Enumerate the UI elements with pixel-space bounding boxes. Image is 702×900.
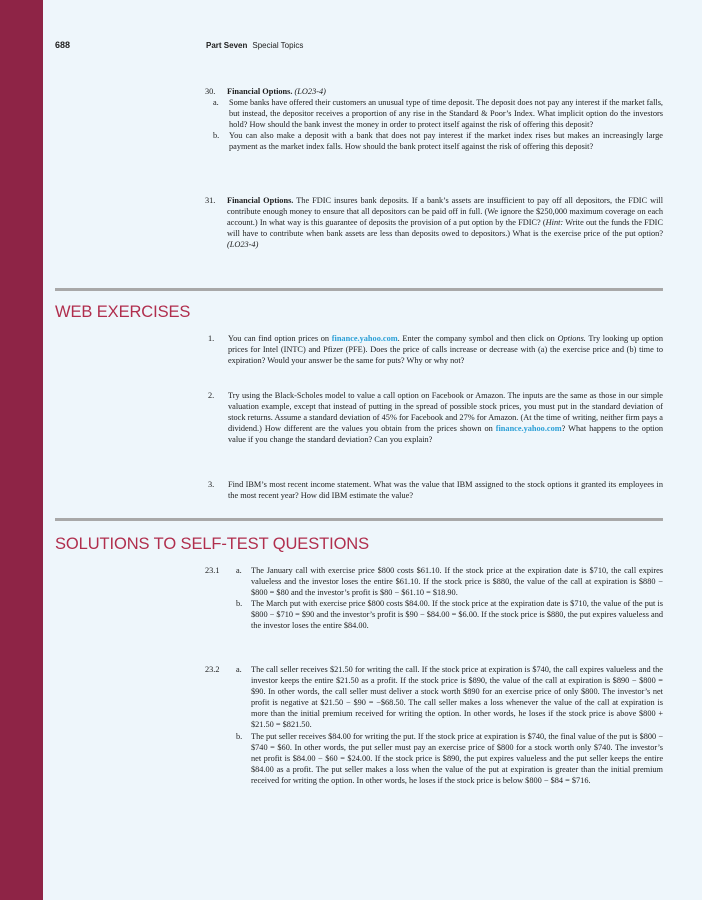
section-divider (55, 518, 663, 521)
finance-yahoo-link[interactable]: finance.yahoo.com (331, 334, 398, 343)
sub-label: a. (236, 566, 242, 575)
problem-30-part-b (205, 130, 663, 152)
part-label: Part Seven (206, 41, 248, 50)
sub-label: b. (236, 731, 243, 741)
problem-text-cont: Write out the funds the FDIC will have to contribute when bank assets are less than deposits owed to depositors.) What is the exercise price of the put option? (227, 218, 663, 239)
problem-30 (205, 86, 663, 153)
sub-text: You can also make a deposit with a bank that does not pay interest if the market index rises but makes an increasingly large payment as the market index falls. How should the bank protect itself against the risk of offering this deposit? (229, 131, 663, 152)
section-divider (55, 288, 663, 291)
web-exercise-3 (205, 479, 663, 501)
solutions-heading: SOLUTIONS TO SELF-TEST QUESTIONS (55, 535, 370, 553)
exercise-text: You can find option prices on (228, 334, 332, 343)
solution-23-2-part-b (205, 731, 663, 786)
options-term: Options. (557, 334, 586, 343)
sub-label: b. (236, 599, 243, 609)
learning-objective-ref: (LO23-4) (294, 87, 326, 96)
problem-30-part-a (205, 97, 663, 130)
running-head (206, 41, 303, 50)
left-color-band (0, 0, 43, 900)
exercise-text: Try looking up option prices for Intel (INTC) and Pfizer (PFE). Does the price of calls increase or decrease with (a) the exercise price and (b) time to expiration? Would your answer be the same for puts? Why or why not? (228, 334, 663, 366)
sub-text: The January call with exercise price $800 costs $61.10. If the stock price at the expiration date is $710, the call expires valueless and the investor loses the entire $61.10. If the stock price is $880, the value of the call at expiration is $880 − $800 = $80 and the investor’s profit is $80 − $61.10 = $18.90. (251, 566, 663, 598)
sub-text: The put seller receives $84.00 for writing the put. If the stock price at expiration is $740, the final value of the put is $800 − $740 = $60. In other words, the put seller must pay an exercise price of $800 for a stock worth only $740. The investor’s net profit is $84.00 − $60 = $24.00. If the stock price is $890, the put expires valueless and the put seller keeps the entire $84.00 as a profit. The put seller makes a loss when the value of the put at expiration is greater than the initial premium received for writing the option. In other words, he loses if the stock price is below $800 − $84 = $716. (251, 731, 663, 785)
web-exercise-2 (205, 390, 663, 445)
exercise-text: Find IBM’s most recent income statement. What was the value that IBM assigned to the stock options it granted its employees in the most recent year? How did IBM estimate the value? (228, 480, 663, 501)
sub-text: The March put with exercise price $800 costs $84.00. If the stock price at the expiration date is $710, the value of the put is $800 − $710 = $90 and the investor’s profit is $90 − $84.00 = $6.00. If the stock price is $880, the put expires valueless and the investor loses the entire $84.00. (251, 599, 663, 631)
problem-number: 31. (205, 196, 216, 205)
exercise-text: ? What happens to the option value if you change the standard deviation? Can you explain? (228, 424, 663, 445)
finance-yahoo-link[interactable]: finance.yahoo.com (495, 424, 562, 434)
exercise-text: . Enter the company symbol and then click on (397, 334, 558, 343)
solution-number: 23.1 (205, 566, 220, 575)
sub-text: The call seller receives $21.50 for writing the call. If the stock price at expiration is $740, the call expires valueless and the investor keeps the entire $21.50 as a profit. If the stock price is $890, the value of the call at expiration is $890 − $800 = $90. In other words, the call seller must deliver a stock worth $890 for an exercise price of only $800. The investor’s net profit is negative at $21.50 − $90 = −$68.50. The call seller makes a loss whenever the value of the call at expiration is more than the initial premium received for writing the option. In other words, he loses if the stock price is above $800 + $21.50 = $821.50. (251, 665, 663, 730)
solution-number: 23.2 (205, 665, 220, 674)
exercise-number: 2. (208, 391, 215, 400)
problem-31 (205, 195, 663, 250)
sub-label: b. (213, 131, 220, 141)
exercise-number: 1. (208, 334, 215, 343)
exercise-text: Try using the Black-Scholes model to value a call option on Facebook or Amazon. The inputs are the same as those in our simple valuation example, except that instead of putting in the spread of possible stock prices, you must put in the standard deviation of stock returns. Assume a standard deviation of 45% for Facebook and 27% for Amazon. (At the time of writing, neither firm pays a dividend.) How different are the values you obtain from the prices shown on (228, 391, 663, 434)
solution-23-1-part-b (205, 598, 663, 631)
sub-label: a. (213, 98, 219, 108)
section-label: Special Topics (252, 41, 304, 50)
solution-23-2-part-a (205, 664, 663, 731)
web-exercises-heading: WEB EXERCISES (55, 303, 191, 321)
problem-title: Financial Options. (227, 87, 293, 96)
problem-text: The FDIC insures bank deposits. If a bank’s assets are insufficient to pay off all depositors, the FDIC will contribute enough money to ensure that all depositors can be paid off in full. (We ignore the $250,000 maximum coverage on each account.) In what way is this guarantee of deposits the provision of a put option by the FDIC? ( (227, 196, 663, 228)
web-exercise-1 (205, 333, 663, 366)
solution-23-1-part-a (205, 565, 663, 598)
sub-label: a. (236, 665, 242, 674)
solution-23-2 (205, 664, 663, 786)
learning-objective-ref: (LO23-4) (227, 240, 259, 250)
exercise-number: 3. (208, 480, 215, 489)
page (43, 0, 702, 900)
problem-title: Financial Options. (227, 196, 294, 205)
solution-23-1 (205, 565, 663, 632)
page-number: 688 (55, 40, 71, 50)
problem-number: 30. (205, 87, 216, 96)
sub-text: Some banks have offered their customers an unusual type of time deposit. The deposit does not pay any interest if the market falls, but instead, the depositor receives a proportion of any rise in the Standard & Poor’s Index. What implicit option do the investors hold? How should the bank invest the money in order to protect itself against the risk of offering this deposit? (229, 98, 663, 130)
hint-label: Hint: (545, 218, 564, 228)
